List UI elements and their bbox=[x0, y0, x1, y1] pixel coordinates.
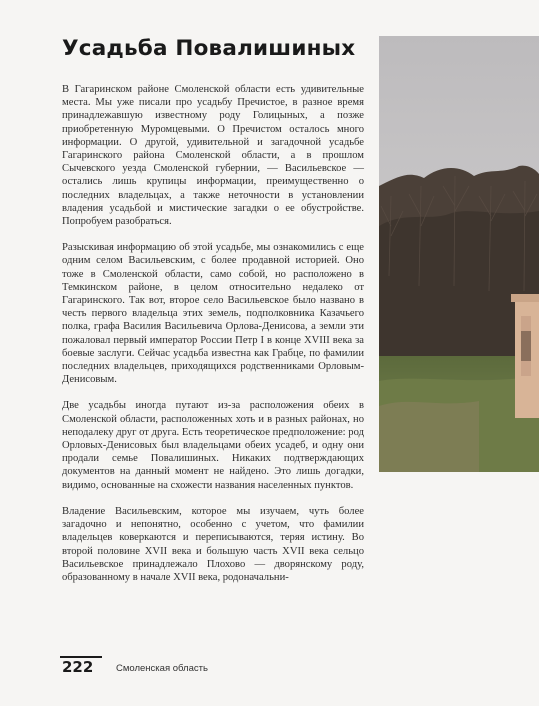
article-body bbox=[62, 83, 364, 597]
page-title: Усадьба Повалишиных bbox=[62, 36, 356, 61]
manor-photo bbox=[379, 36, 539, 472]
paragraph-4: Владение Васильевским, которое мы изучаем, чуть более загадочно и непонятно, особенно с учетом, что фамилии владельцев коверкаются и переписываются, теряя истину. Во второй половине XVII века и большую часть XVII века сельцо Васильевское принадлежало Плохово — дворянскому роду, образованному в начале XVII века, родоначальни- bbox=[62, 505, 364, 583]
section-name: Смоленская область bbox=[116, 663, 208, 674]
page-number: 222 bbox=[62, 658, 94, 676]
paragraph-3: Две усадьбы иногда путают из-за расположения обеих в Смоленской области, расположенных хоть и в разных районах, но неподалеку друг от друга. Есть теоретическое предположение: род Орловых-Денисовых был владельцами обеих усадеб, и одну они продали семье Повалишиных. Никаких подтверждающих документов на данный момент не найдено. Это лишь догадки, видимо, основанные на схожести названия населенных пунктов. bbox=[62, 400, 364, 491]
manor-landscape-photo-icon bbox=[379, 36, 539, 472]
paragraph-2: Разыскивая информацию об этой усадьбе, мы ознакомились с еще одним селом Васильевским, с более продавной историей. Оно тоже в Смоленской области, само собой, но расположено в Темкинском районе, в целом относительно недалеко от Гагаринского. Так вот, второе село Васильевское было названо в честь первого владельца этих земель, подполковника Казачьего полка, графа Василия Васильевича Орлова-Денисова, а земли эти пожаловал первый император России Петр I в конце XVIII века за боевые заслуги. Сейчас усадьба известна как Грабце, по фамилии последних владельцев, приходящихся родственниками Орловым-Денисовым. bbox=[62, 242, 364, 386]
paragraph-1: В Гагаринском районе Смоленской области есть удивительные места. Мы уже писали про усадьбу Пречистое, в разное время принадлежавшую известному роду Голицыных, а позже приобретенную Муромцевыми. О Пречистом осталось много информации. О другой, удивительной и загадочной усадьбе Гагаринского района Смоленской области, а в прошлом Сычевского уезда Смоленской губернии, — Васильевское — остались лишь крупицы информации, преимущественно о последних владельцах, а также неточности в установлении владения усадьбой и мистические загадки о ее обустройстве. Попробуем разобраться. bbox=[62, 84, 364, 228]
